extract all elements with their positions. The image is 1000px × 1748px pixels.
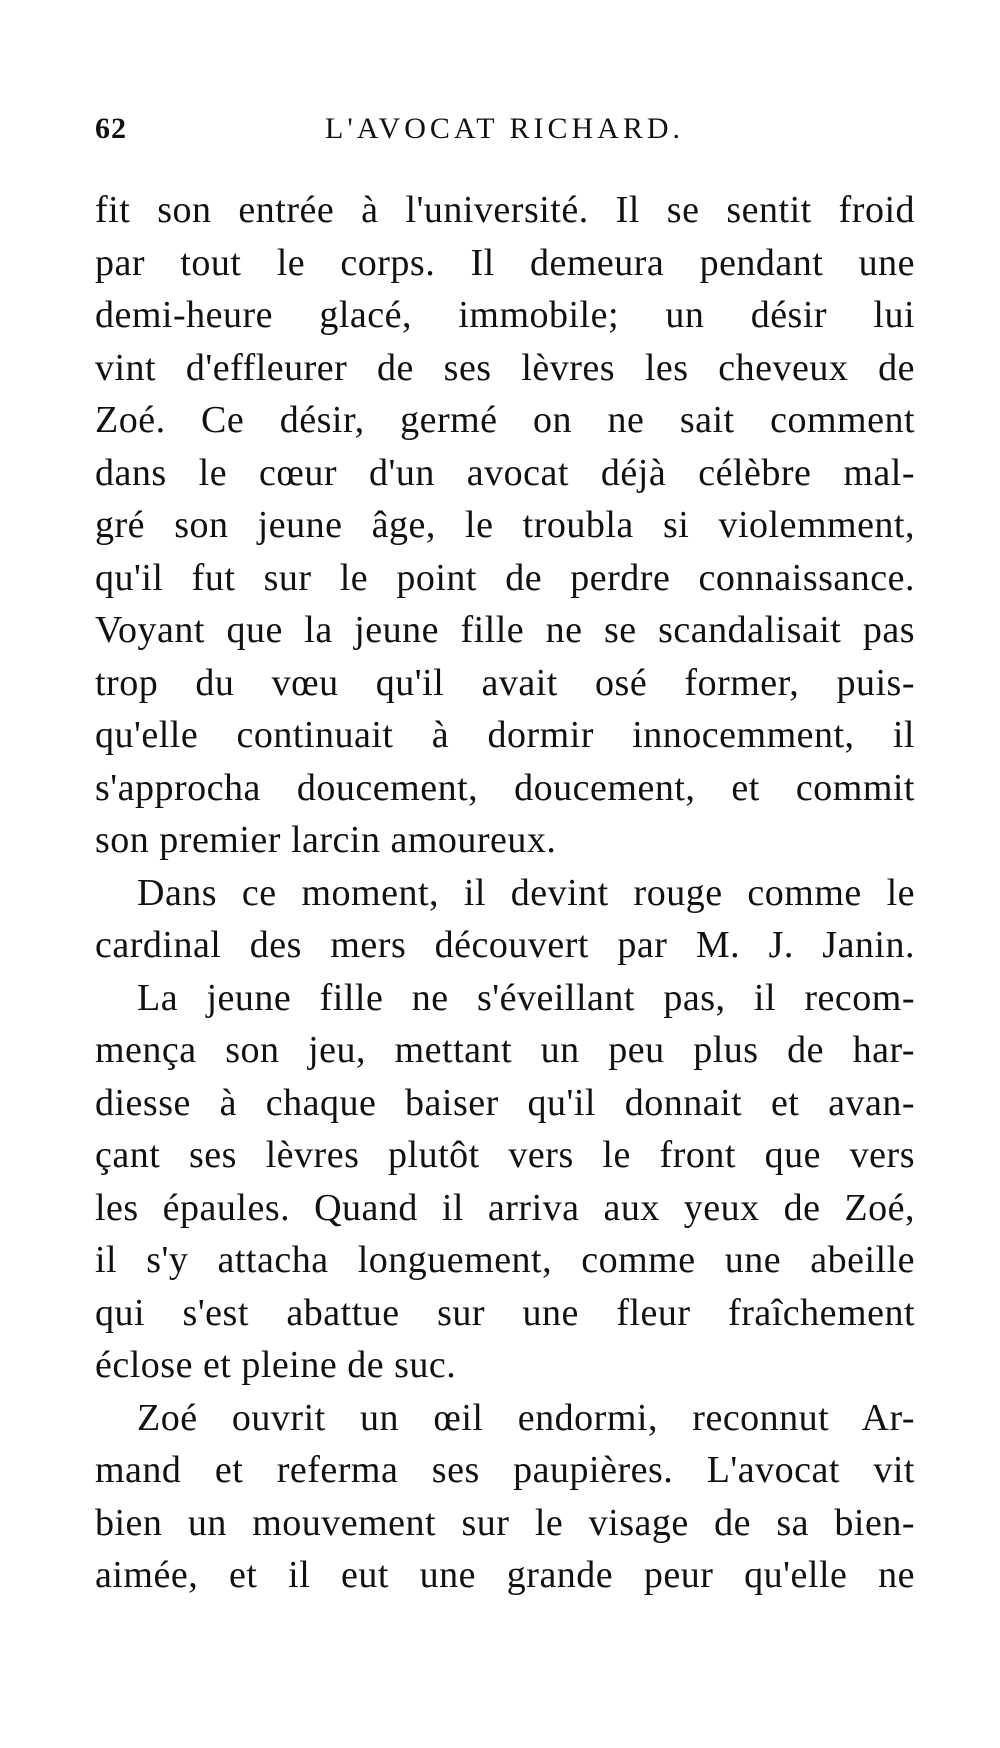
body-text <box>95 184 915 1602</box>
text-line: gré son jeune âge, le troubla si violemment, <box>95 504 915 546</box>
text-line: mand et referma ses paupières. L'avocat vit <box>95 1449 915 1491</box>
text-line: aimée, et il eut une grande peur qu'elle ne <box>95 1554 915 1596</box>
text-line: fit son entrée à l'université. Il se sentit froid <box>95 189 915 231</box>
text-line: éclose et pleine de suc. <box>95 1344 457 1386</box>
text-line: Zoé ouvrit un œil endormi, reconnut Ar- <box>137 1396 915 1439</box>
text-line: qui s'est abattue sur une fleur fraîchement <box>95 1291 915 1334</box>
text-line: çant ses lèvres plutôt vers le front que vers <box>95 1134 915 1176</box>
text-line: demi-heure glacé, immobile; un désir lui <box>95 294 915 336</box>
text-line: dans le cœur d'un avocat déjà célèbre mal- <box>95 451 915 494</box>
text-line: vint d'effleurer de ses lèvres les cheveux de <box>95 346 915 389</box>
text-line: il s'y attacha longuement, comme une abeille <box>95 1239 915 1281</box>
text-line: Dans ce moment, il devint rouge comme le <box>137 871 915 914</box>
text-line: diesse à chaque baiser qu'il donnait et avan- <box>95 1081 915 1124</box>
running-title: L'AVOCAT RICHARD. <box>325 112 685 145</box>
page-number: 62 <box>95 112 127 145</box>
text-line: bien un mouvement sur le visage de sa bien- <box>95 1501 915 1544</box>
text-line: mença son jeu, mettant un peu plus de har- <box>95 1029 915 1071</box>
text-line: trop du vœu qu'il avait osé former, puis- <box>95 661 915 704</box>
text-line: cardinal des mers découvert par M. J. Janin. <box>95 924 915 966</box>
text-line: qu'il fut sur le point de perdre connaissance. <box>95 556 915 599</box>
text-line: les épaules. Quand il arriva aux yeux de Zoé, <box>95 1186 915 1229</box>
text-line: qu'elle continuait à dormir innocemment, il <box>95 714 915 756</box>
text-line: son premier larcin amoureux. <box>95 819 557 861</box>
text-line: Voyant que la jeune fille ne se scandalisait pas <box>95 609 915 651</box>
page-header <box>95 112 915 152</box>
text-line: La jeune fille ne s'éveillant pas, il recom- <box>137 976 915 1019</box>
text-line: Zoé. Ce désir, germé on ne sait comment <box>95 399 915 441</box>
text-line: s'approcha doucement, doucement, et commit <box>95 766 915 809</box>
text-line: par tout le corps. Il demeura pendant une <box>95 241 915 284</box>
